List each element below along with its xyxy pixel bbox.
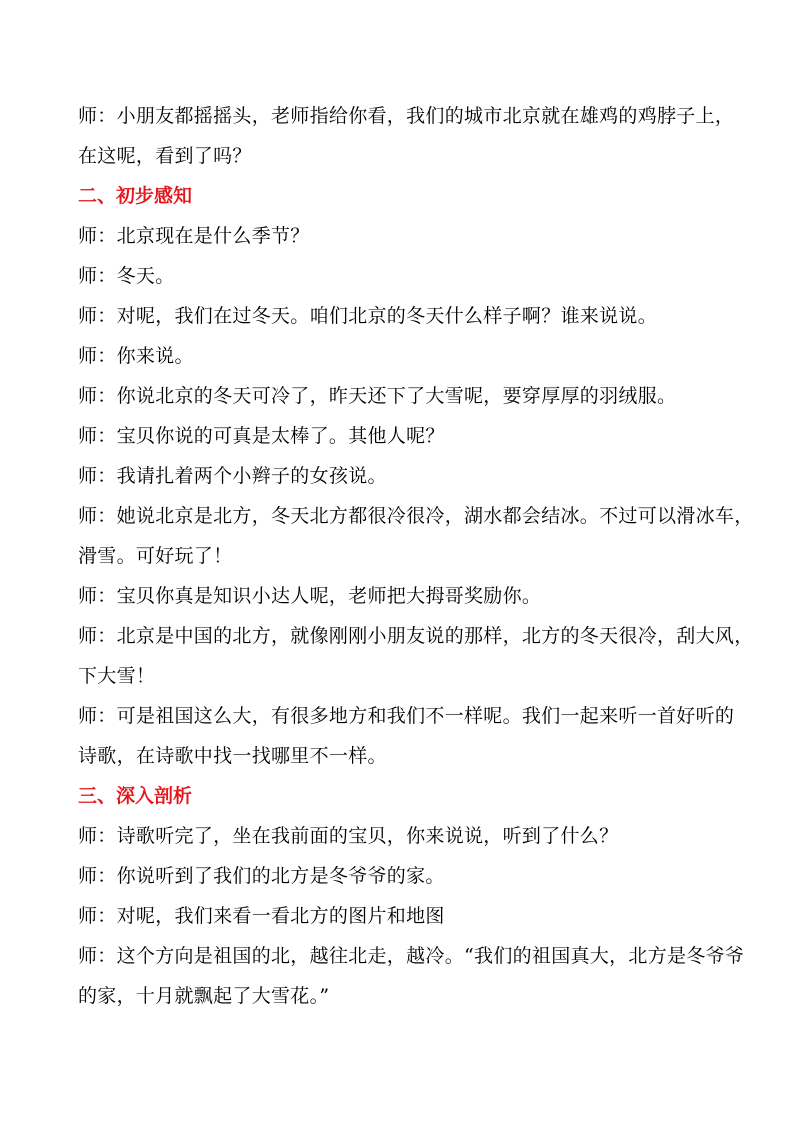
paragraph-line: 师：冬天。 xyxy=(78,265,175,287)
dialogue-paragraph xyxy=(78,936,745,1016)
paragraph-line: 滑雪。可好玩了！ xyxy=(78,545,233,567)
paragraph-line: 师：可是祖国这么大，有很多地方和我们不一样呢。我们一起来听一首好听的 xyxy=(78,705,735,727)
dialogue-paragraph xyxy=(78,336,728,376)
dialogue-paragraph xyxy=(78,496,754,576)
paragraph-line: 师：小朋友都摇摇头，老师指给你看，我们的城市北京就在雄鸡的鸡脖子上， xyxy=(78,105,735,127)
paragraph-line: 师：你说听到了我们的北方是冬爷爷的家。 xyxy=(78,865,445,887)
dialogue-paragraph xyxy=(78,256,728,296)
paragraph-line: 师：宝贝你真是知识小达人呢，老师把大拇哥奖励你。 xyxy=(78,585,542,607)
paragraph-line: 诗歌，在诗歌中找一找哪里不一样。 xyxy=(78,745,387,767)
dialogue-paragraph xyxy=(78,96,735,176)
paragraph-line: 师：北京是中国的北方，就像刚刚小朋友说的那样，北方的冬天很冷，刮大风， xyxy=(78,625,754,647)
paragraph-line: 师：你来说。 xyxy=(78,345,194,367)
section-heading: 二、初步感知 xyxy=(78,185,193,207)
paragraph-line: 下大雪！ xyxy=(78,665,156,687)
dialogue-paragraph xyxy=(78,696,735,776)
paragraph-line: 师：北京现在是什么季节？ xyxy=(78,225,310,247)
dialogue-paragraph xyxy=(78,216,728,256)
paragraph-line: 师：对呢，我们来看一看北方的图片和地图 xyxy=(78,905,445,927)
dialogue-paragraph xyxy=(78,616,754,696)
dialogue-paragraph xyxy=(78,456,728,496)
paragraph-line: 师：对呢，我们在过冬天。咱们北京的冬天什么样子啊？谁来说说。 xyxy=(78,305,658,327)
paragraph-line: 师：她说北京是北方，冬天北方都很冷很冷，湖水都会结冰。不过可以滑冰车， xyxy=(78,505,754,527)
paragraph-line: 的家，十月就飘起了大雪花。” xyxy=(78,985,330,1007)
paragraph-line: 师：你说北京的冬天可冷了，昨天还下了大雪呢，要穿厚厚的羽绒服。 xyxy=(78,385,677,407)
dialogue-paragraph xyxy=(78,856,728,896)
section-heading: 三、深入剖析 xyxy=(78,785,193,807)
dialogue-paragraph xyxy=(78,576,728,616)
paragraph-line: 在这呢，看到了吗？ xyxy=(78,145,252,167)
dialogue-paragraph xyxy=(78,376,728,416)
document-body xyxy=(78,96,754,1016)
dialogue-paragraph xyxy=(78,296,728,336)
paragraph-line: 师：诗歌听完了，坐在我前面的宝贝，你来说说，听到了什么？ xyxy=(78,825,619,847)
paragraph-line: 师：宝贝你说的可真是太棒了。其他人呢？ xyxy=(78,425,445,447)
paragraph-line: 师：我请扎着两个小辫子的女孩说。 xyxy=(78,465,387,487)
dialogue-paragraph xyxy=(78,416,728,456)
paragraph-line: 师：这个方向是祖国的北，越往北走，越冷。“我们的祖国真大，北方是冬爷爷 xyxy=(78,945,745,967)
dialogue-paragraph xyxy=(78,816,728,856)
dialogue-paragraph xyxy=(78,896,728,936)
